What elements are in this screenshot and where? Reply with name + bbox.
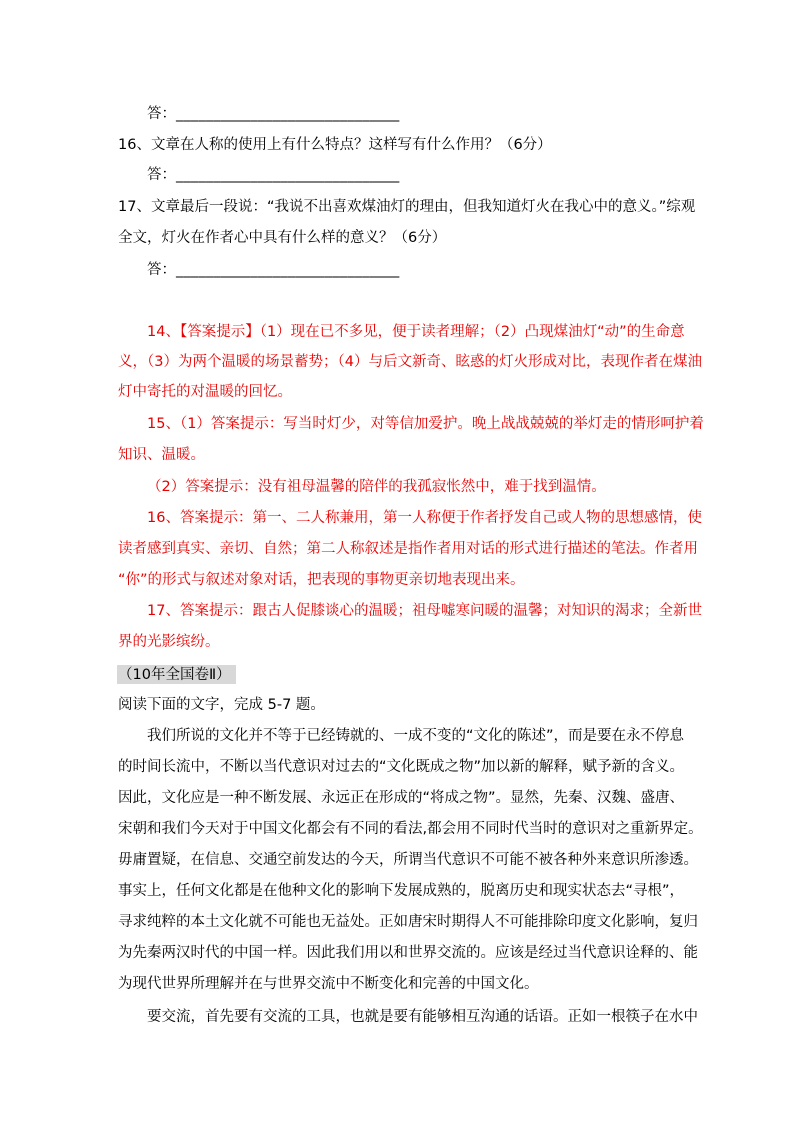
passage-line: 宋朝和我们今天对于中国文化都会有不同的看法,都会用不同时代当时的意识对之重新界定。	[118, 821, 703, 837]
answer-14-line-1: 14、【答案提示】（1）现在已不多见，便于读者理解；（2）凸现煤油灯“动”的生命意	[147, 324, 685, 340]
passage-line: 为现代世界所理解并在与世界交流中不断变化和完善的中国文化。	[118, 976, 539, 992]
passage-line: 因此，文化应是一种不断发展、永远正在形成的“将成之物”。显然，先秦、汉魏、盛唐、	[118, 790, 685, 806]
answer-16-line-1: 16、答案提示：第一、二人称兼用，第一人称便于作者抒发自己或人物的思想感情，使	[147, 510, 702, 526]
question-17-line-2: 全文，灯火在作者心中具有什么样的意义？（6分）	[118, 230, 447, 246]
question-17-line-1: 17、文章最后一段说：“我说不出喜欢煤油灯的理由，但我知道灯火在我心中的意义。”综观	[118, 199, 696, 215]
answer-16-line-2: 读者感到真实、亲切、自然；第二人称叙述是指作者用对话的形式进行描述的笔法。作者用	[118, 541, 698, 557]
passage-line: 事实上，任何文化都是在他种文化的影响下发展成熟的，脱离历史和现实状态去“寻根”，	[118, 883, 685, 899]
question-16: 16、文章在人称的使用上有什么特点？这样写有什么作用？（6分）	[118, 137, 552, 153]
answer-prefix: 答：	[147, 106, 176, 122]
answer-15-line-1: 15、（1）答案提示：写当时灯少，对等信加爱护。晚上战战兢兢的举灯走的情形呵护着	[147, 416, 704, 432]
answer-prefix: 答：	[147, 262, 176, 278]
answer-15-line-2: 知识、温暖。	[118, 447, 205, 463]
passage-line: 我们所说的文化并不等于已经铸就的、一成不变的“文化的陈述”，而是要在永不停息	[147, 728, 685, 744]
passage-line: 的时间长流中，不断以当代意识对过去的“文化既成之物”加以新的解释，赋予新的含义。	[118, 759, 685, 775]
reading-instruction: 阅读下面的文字，完成 5-7 题。	[118, 697, 325, 713]
answer-prefix: 答：	[147, 167, 176, 183]
answer-line-16	[147, 165, 400, 185]
answer-17-line-2: 界的光影缤纷。	[118, 634, 220, 650]
passage-line: 为先秦两汉时代的中国一样。因此我们用以和世界交流的。应该是经过当代意识诠释的、能	[118, 945, 698, 961]
answer-blank: ______________________________	[176, 167, 400, 183]
answer-line-15	[147, 104, 400, 124]
answer-14-line-3: 灯中寄托的对温暖的回忆。	[118, 384, 292, 400]
source-tag: （10年全国卷Ⅱ）	[118, 667, 231, 683]
answer-14-line-2: 义，（3）为两个温暖的场景蓄势；（4）与后文新奇、眩惑的灯火形成对比，表现作者在煤油	[118, 354, 702, 370]
answer-17-line-1: 17、答案提示：跟古人促膝谈心的温暖；祖母嘘寒问暖的温馨；对知识的渴求；全新世	[147, 603, 702, 619]
answer-16-line-3: “你”的形式与叙述对象对话，把表现的事物更亲切地表现出来。	[118, 572, 525, 588]
answer-line-17	[147, 260, 400, 280]
passage-line: 毋庸置疑，在信息、交通空前发达的今天，所谓当代意识不可能不被各种外来意识所渗透。	[118, 852, 698, 868]
answer-blank: ______________________________	[176, 262, 400, 278]
answer-blank: ______________________________	[176, 106, 400, 122]
answer-15-line-3: （2）答案提示：没有祖母温馨的陪伴的我孤寂怅然中，难于找到温情。	[147, 479, 606, 495]
passage-line: 要交流，首先要有交流的工具，也就是要有能够相互沟通的话语。正如一根筷子在水中	[147, 1009, 698, 1025]
passage-line: 寻求纯粹的本土文化就不可能也无益处。正如唐宋时期得人不可能排除印度文化影响，复归	[118, 914, 698, 930]
